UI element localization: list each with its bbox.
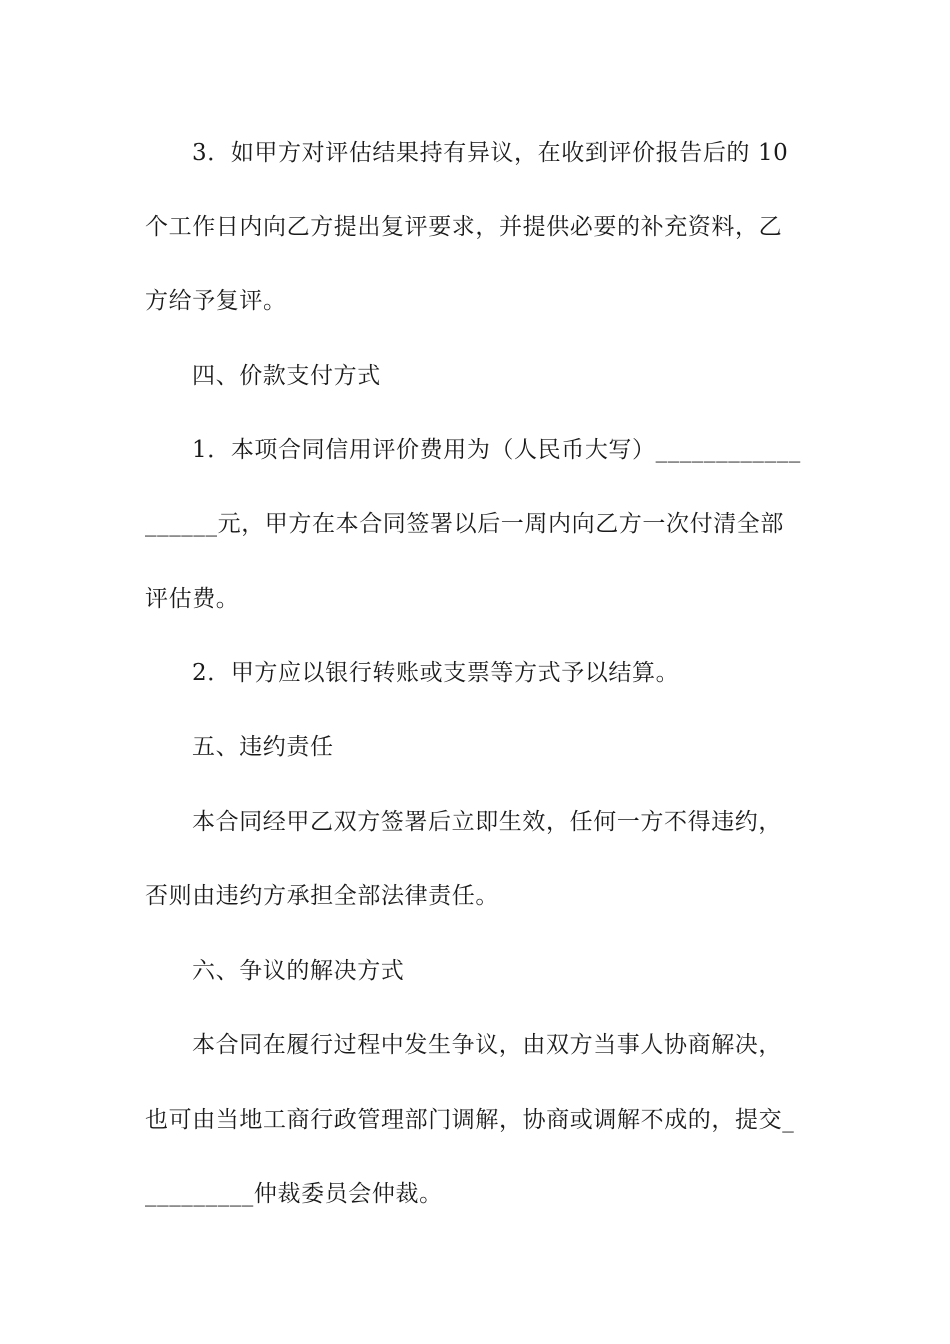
clause-3-line-2: 个工作日内向乙方提出复评要求，并提供必要的补充资料，乙	[145, 214, 783, 240]
section-5-paragraph-line-2: 否则由违约方承担全部法律责任。	[145, 883, 499, 909]
clause-3-line-3: 方给予复评。	[145, 288, 287, 314]
section-6-paragraph-line-1: 本合同在履行过程中发生争议，由双方当事人协商解决，	[192, 1032, 782, 1058]
section-4-item-1-line-1: 1．本项合同信用评价费用为（人民币大写）____________	[192, 437, 801, 463]
section-4-item-1-line-2: ______元，甲方在本合同签署以后一周内向乙方一次付清全部	[145, 511, 784, 537]
section-5-heading: 五、违约责任	[192, 734, 334, 760]
section-6-heading: 六、争议的解决方式	[192, 958, 405, 984]
section-4-heading: 四、价款支付方式	[192, 363, 381, 389]
clause-3-line-1: 3．如甲方对评估结果持有异议，在收到评价报告后的 10	[192, 140, 789, 166]
section-4-item-2: 2．甲方应以银行转账或支票等方式予以结算。	[192, 660, 680, 686]
section-4-item-1-line-3: 评估费。	[145, 586, 240, 612]
section-5-paragraph-line-1: 本合同经甲乙双方签署后立即生效，任何一方不得违约，	[192, 809, 782, 835]
section-6-paragraph-line-3: _________仲裁委员会仲裁。	[145, 1181, 443, 1207]
section-6-paragraph-line-2: 也可由当地工商行政管理部门调解，协商或调解不成的，提交_	[145, 1107, 795, 1133]
